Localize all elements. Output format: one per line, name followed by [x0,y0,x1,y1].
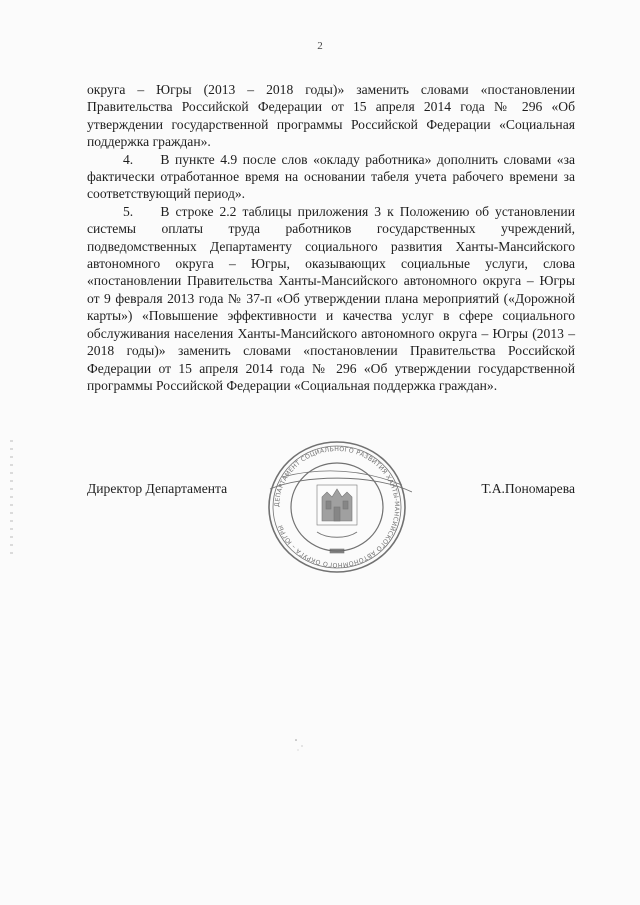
official-seal [262,437,412,577]
paragraph-item-4: 4. В пункте 4.9 после слов «окладу работника» дополнить словами «за фактически отработанное время на основании табеля учета рабочего времени за соответствующий период». [87,151,575,202]
paragraph-item-5: 5. В строке 2.2 таблицы приложения 3 к Положению об установлении системы оплаты труда работников государственных учреждений, подведомственных Департаменту социального развития Ханты-Мансийского автономного округа – Югры, оказывающих социальные услуги, слова «постановлении Правительства Ханты-Мансийского автономного округа – Югры от 9 февраля 2013 года № 37-п «Об утверждении плана мероприятий («Дорожной карты») «Повышение эффективности и качества услуг в сфере социального обслуживания населения Ханты-Мансийского автономного округа – Югры (2013 – 2018 годы)» заменить словами «постановлении Правительства Российской Федерации от 15 апреля 2014 года № 296 «Об утверждении государственной программы Российской Федерации «Социальная поддержка граждан». [87,203,575,393]
scan-margin-mark [10,440,13,560]
scan-specks [290,735,310,755]
page-number: 2 [317,40,323,52]
signature-block [87,481,575,501]
document-body [87,81,575,394]
signatory-name: Т.А.Пономарева [481,481,575,496]
signatory-position: Директор Департамента [87,481,228,496]
seal-ring-text: ДЕПАРТАМЕНТ СОЦИАЛЬНОГО РАЗВИТИЯ ХАНТЫ-МАНСИЙСКОГО АВТОНОМНОГО ОКРУГА – ЮГРЫ [273,445,401,569]
paragraph-continuation: округа – Югры (2013 – 2018 годы)» заменить словами «постановлении Правительства Российской Федерации от 15 апреля 2014 года № 296 «Об утверждении государственной программы Российской Федерации «Социальная поддержка граждан». [87,82,575,150]
